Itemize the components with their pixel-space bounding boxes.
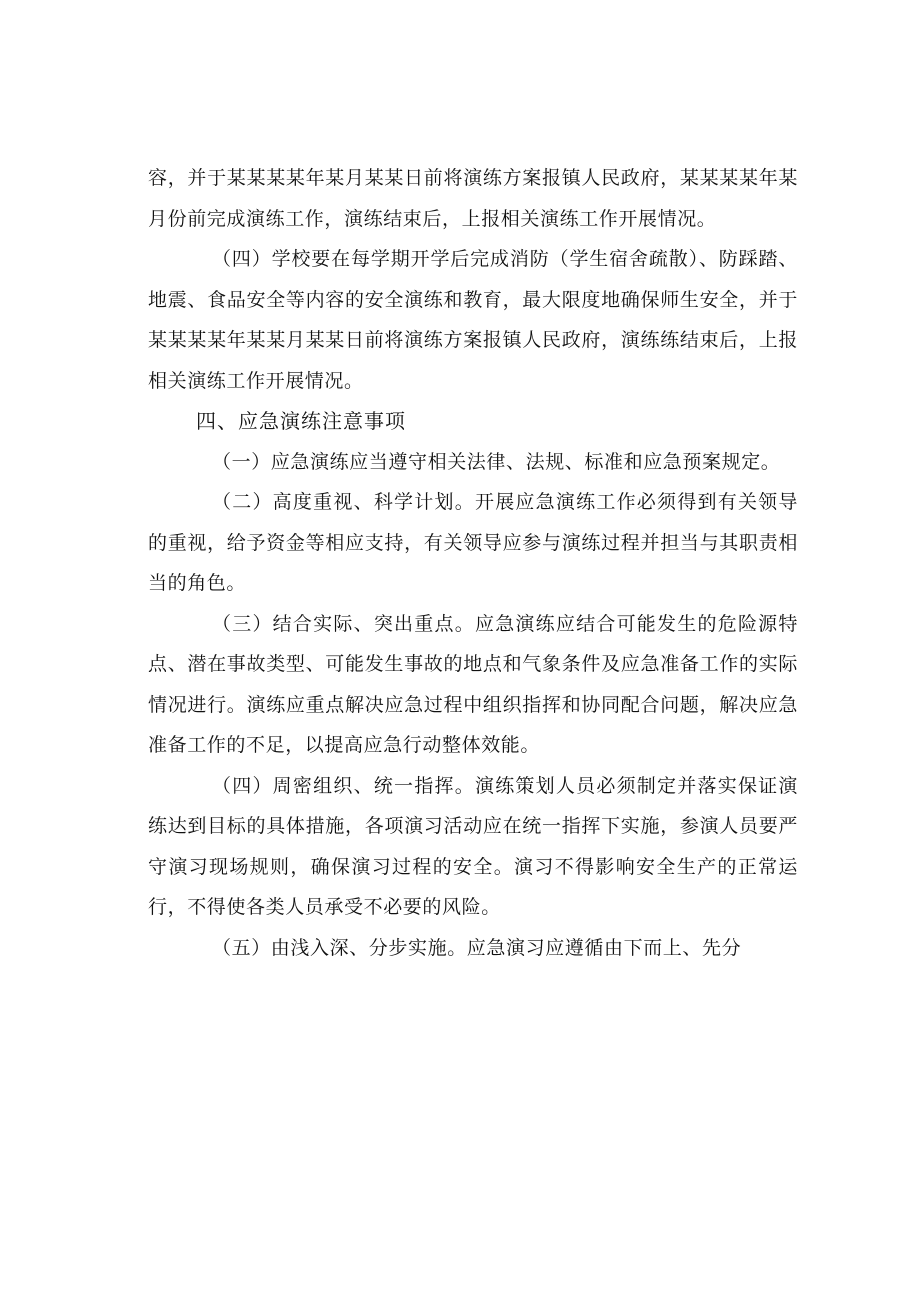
list-item-5: （五）由浅入深、分步实施。应急演习应遵循由下而上、先分 <box>212 936 742 959</box>
paragraph-item-4-schools: （四）学校要在每学期开学后完成消防（学生宿舍疏散）、防踩踏、地震、食品安全等内容的安全演练和教育，最大限度地确保师生安全，并于某某某某年某某月某某日前将演练方案报镇人民政府，演练练结束后，上报相关演练工作开展情况。 <box>148 248 798 392</box>
list-item-4: （四）周密组织、统一指挥。演练策划人员必须制定并落实保证演练达到目标的具体措施，各项演习活动应在统一指挥下实施，参演人员要严守演习现场规则，确保演习过程的安全。演习不得影响安全生产的正常运行，不得使各类人员承受不必要的风险。 <box>148 774 798 918</box>
section-heading: 四、应急演练注意事项 <box>196 409 406 433</box>
list-item-3: （三）结合实际、突出重点。应急演练应结合可能发生的危险源特点、潜在事故类型、可能发生事故的地点和气象条件及应急准备工作的实际情况进行。演练应重点解决应急过程中组织指挥和协同配合问题，解决应急准备工作的不足，以提高应急行动整体效能。 <box>148 612 798 756</box>
list-item-1: （一）应急演练应当遵守相关法律、法规、标准和应急预案规定。 <box>212 450 781 473</box>
paragraph-continuation: 容，并于某某某某年某月某某日前将演练方案报镇人民政府，某某某某年某月份前完成演练工作，演练结束后，上报相关演练工作开展情况。 <box>148 167 798 230</box>
list-item-2: （二）高度重视、科学计划。开展应急演练工作必须得到有关领导的重视，给予资金等相应支持，有关领导应参与演练过程并担当与其职责相当的角色。 <box>148 491 798 594</box>
document-body <box>148 158 798 968</box>
